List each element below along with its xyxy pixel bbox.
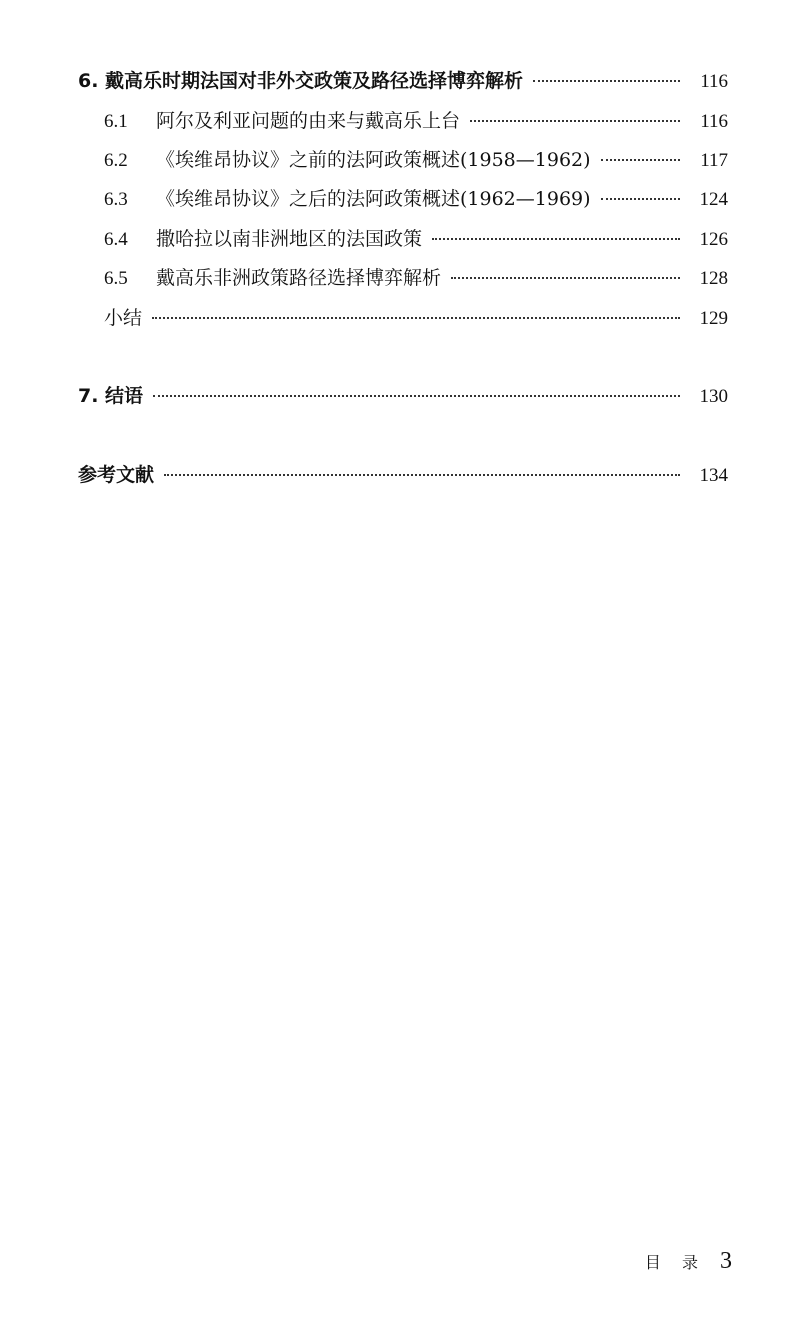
dot-leader	[152, 317, 680, 319]
dot-leader	[533, 80, 680, 82]
toc-entry-page: 124	[699, 189, 728, 210]
dot-leader	[601, 159, 680, 161]
toc-entry-section-6-1[interactable]	[104, 107, 728, 136]
dot-leader	[451, 277, 680, 279]
toc-entry-page: 128	[699, 268, 728, 289]
toc-entry-chapter-7[interactable]	[78, 382, 728, 411]
toc-entry-title: 小结	[104, 307, 143, 329]
dot-leader	[470, 120, 680, 122]
toc-entry-page: 134	[699, 465, 728, 486]
toc-entry-title: 6. 戴高乐时期法国对非外交政策及路径选择博弈解析	[78, 70, 524, 92]
toc-entry-page: 117	[700, 150, 728, 171]
toc-entry-title: 7. 结语	[78, 385, 144, 407]
toc-entry-title: 阿尔及利亚问题的由来与戴高乐上台	[156, 110, 461, 132]
section-number: 6.3	[104, 189, 128, 210]
toc-entry-title: 戴高乐非洲政策路径选择博弈解析	[156, 267, 442, 289]
toc-entry-title: 《埃维昂协议》之前的法阿政策概述(1958—1962)	[156, 149, 591, 171]
toc-entry-chapter-6[interactable]	[78, 67, 728, 96]
dot-leader	[601, 198, 680, 200]
section-number: 6.1	[104, 111, 128, 132]
toc-entry-title: 参考文献	[78, 464, 155, 486]
toc-entry-section-6-3[interactable]	[104, 185, 728, 214]
dot-leader	[432, 238, 680, 240]
toc-entry-title: 撒哈拉以南非洲地区的法国政策	[156, 228, 423, 250]
toc-entry-page: 116	[700, 71, 728, 92]
toc-entry-section-6-4[interactable]	[104, 225, 728, 254]
section-number: 6.4	[104, 229, 128, 250]
toc-entry-title: 《埃维昂协议》之后的法阿政策概述(1962—1969)	[156, 188, 591, 210]
toc-entry-summary[interactable]	[104, 304, 728, 333]
toc-entry-section-6-5[interactable]	[104, 264, 728, 293]
toc-entry-page: 116	[700, 111, 728, 132]
section-number: 6.2	[104, 150, 128, 171]
toc-entry-page: 130	[699, 386, 728, 407]
page-footer	[645, 1248, 732, 1275]
toc-entry-section-6-2[interactable]	[104, 146, 728, 175]
toc-entry-page: 129	[699, 308, 728, 329]
section-number: 6.5	[104, 268, 128, 289]
dot-leader	[164, 474, 680, 476]
toc-entry-page: 126	[699, 229, 728, 250]
page-number: 3	[720, 1248, 732, 1274]
running-footer-label: 目 录	[644, 1253, 706, 1272]
dot-leader	[153, 395, 680, 397]
toc-entry-references[interactable]	[78, 461, 728, 490]
